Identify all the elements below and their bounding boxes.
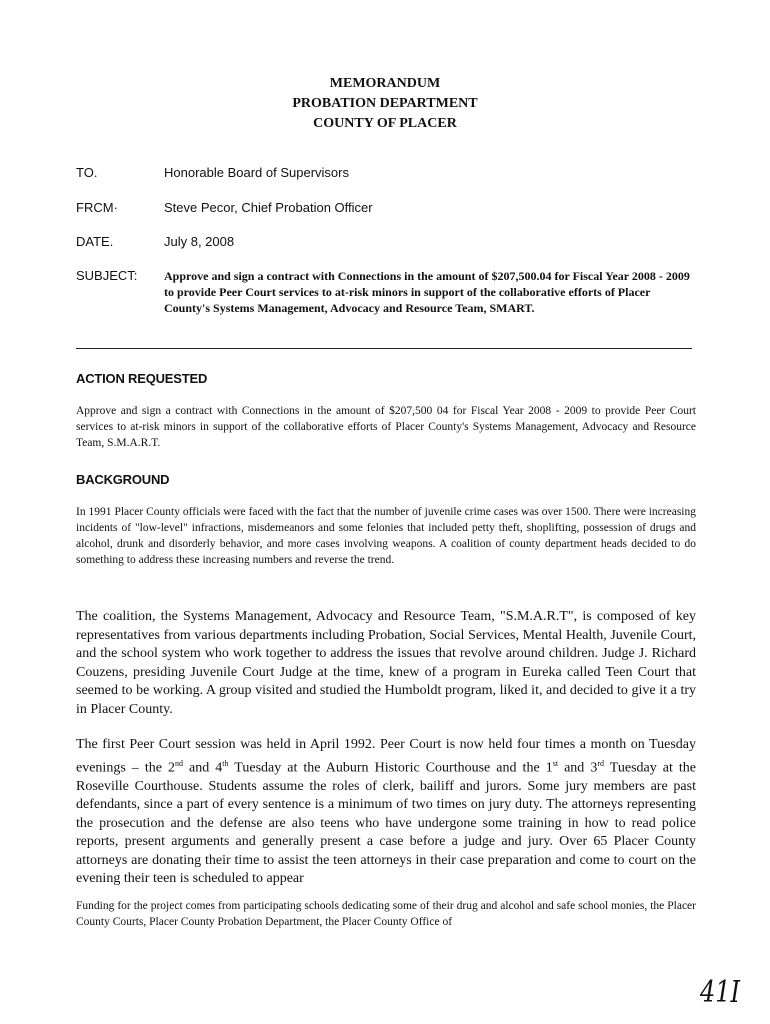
action-requested-text: Approve and sign a contract with Connections in the amount of $207,500 04 for Fiscal Year 2008 - 2009 to provide Peer Court services to at-risk minors in support of the collaborative efforts of Placer County's Systems Management, Advocacy and Resource Team, S.M.A.R.T.: [76, 405, 696, 449]
subject-label: SUBJECT:: [76, 268, 138, 283]
p3-text-a: The first Peer Court session was held in April 1992. Peer Court is now held four times a month on Tuesday evenings – the 2: [76, 737, 696, 776]
subject-value: Approve and sign a contract with Connections in the amount of $207,500.04 for Fiscal Year 2008 - 2009 to provide Peer Court services to at-risk minors in support of the collaborative efforts of Placer County's Systems Management, Advocacy and Resource Team, SMART.: [164, 269, 690, 315]
from-value: Steve Pecor, Chief Probation Officer: [164, 200, 373, 215]
background-paragraph-3: [76, 736, 696, 889]
p3-text-b: and 4: [182, 760, 223, 776]
header-county: COUNTY OF PLACER: [313, 116, 457, 131]
background-paragraph-4: Funding for the project comes from participating schools dedicating some of their drug and alcohol and safe school monies, the Placer County Courts, Placer County Probation Department, the Placer County Office of: [76, 900, 696, 928]
action-requested-heading: ACTION REQUESTED: [76, 371, 208, 386]
header-department: PROBATION DEPARTMENT: [292, 96, 478, 111]
p3-sup-th: th: [222, 758, 229, 768]
to-label: TO.: [76, 165, 98, 180]
p3-sup-st: st: [552, 758, 559, 768]
memo-header: [0, 74, 770, 134]
p3-sup-nd: nd: [174, 758, 183, 768]
to-value: Honorable Board of Supervisors: [164, 165, 349, 180]
divider-line: [76, 348, 692, 349]
header-memorandum: MEMORANDUM: [329, 76, 441, 91]
date-label: DATE.: [76, 234, 114, 249]
handwritten-page-number: 41I: [700, 975, 741, 1010]
from-label: FRCM·: [76, 200, 118, 215]
p3-text-c: Tuesday at the Auburn Historic Courthouse and the 1: [228, 760, 553, 776]
date-value: July 8, 2008: [164, 234, 235, 249]
background-paragraph-1: In 1991 Placer County officials were faced with the fact that the number of juvenile crime cases was over 1500. There were increasing incidents of "low-level" infractions, misdemeanors and some felonies that included petty theft, shoplifting, possession of drugs and alcohol, drunk and disorderly behavior, and more cases involving weapons. A coalition of county department heads decided to do something to address these increasing numbers and reverse the trend.: [76, 506, 696, 566]
p3-text-d: and 3: [558, 760, 598, 776]
p3-text-e: Tuesday at the Roseville Courthouse. Students assume the roles of clerk, bailiff and jurors. Some jury members are past defendants, since a part of every sentence is a minimum of two times on jury duty. The attorneys representing the prosecution and the defense are also teens who have undergone some training in how to read police reports, present arguments and generally present a case before a judge and jury. Over 65 Placer County attorneys are donating their time to assist the teen attorneys in their case preparation and come to court on the evening their teen is scheduled to appear: [76, 760, 697, 887]
background-heading: BACKGROUND: [76, 472, 170, 487]
p3-sup-rd: rd: [597, 758, 605, 768]
background-paragraph-2: The coalition, the Systems Management, Advocacy and Resource Team, "S.M.A.R.T", is composed of key representatives from various departments including Probation, Social Services, Mental Health, Juvenile Court, and the school system who work together to address the issues that revolve around children. Judge J. Richard Couzens, presiding Juvenile Court Judge at the time, knew of a program in Eureka called Teen Court that seemed to be working. A group visited and studied the Humboldt program, liked it, and decided to give it a try in Placer County.: [76, 609, 696, 717]
